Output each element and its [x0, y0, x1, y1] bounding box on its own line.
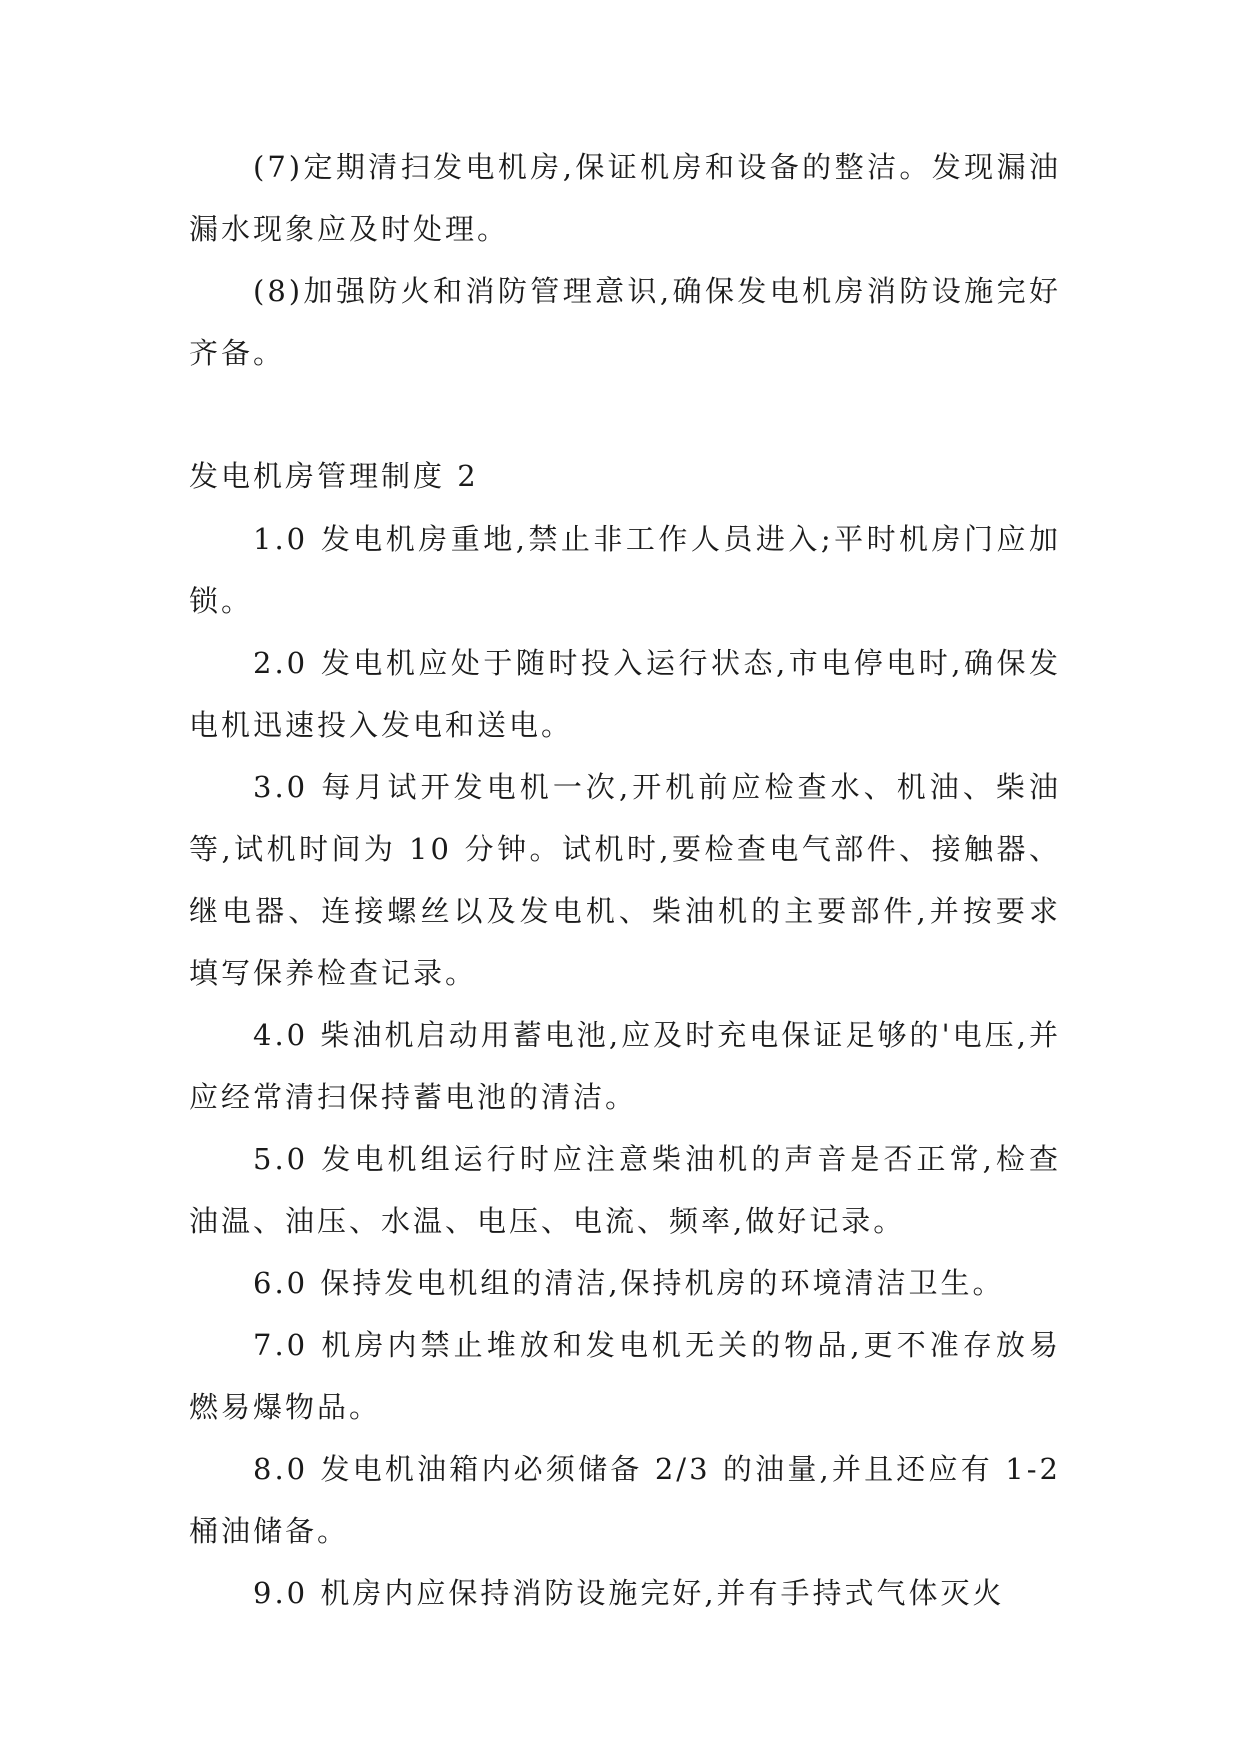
paragraph-8: (8)加强防火和消防管理意识,确保发电机房消防设施完好齐备。 [189, 274, 1061, 370]
rule-4-0: 4.0 柴油机启动用蓄电池,应及时充电保证足够的'电压,并应经常清扫保持蓄电池的清洁。 [189, 1018, 1061, 1114]
rule-6-0: 6.0 保持发电机组的清洁,保持机房的环境清洁卫生。 [253, 1266, 1005, 1300]
rule-5-0: 5.0 发电机组运行时应注意柴油机的声音是否正常,检查油温、油压、水温、电压、电流、频率,做好记录。 [189, 1142, 1061, 1238]
rule-8-0: 8.0 发电机油箱内必须储备 2/3 的油量,并且还应有 1-2 桶油储备。 [189, 1452, 1061, 1548]
rule-1-0: 1.0 发电机房重地,禁止非工作人员进入;平时机房门应加锁。 [189, 522, 1061, 618]
rule-2-0: 2.0 发电机应处于随时投入运行状态,市电停电时,确保发电机迅速投入发电和送电。 [189, 646, 1061, 742]
rule-9-0: 9.0 机房内应保持消防设施完好,并有手持式气体灭火 [253, 1576, 1005, 1610]
paragraph-7: (7)定期清扫发电机房,保证机房和设备的整洁。发现漏油漏水现象应及时处理。 [189, 150, 1061, 246]
rule-3-0: 3.0 每月试开发电机一次,开机前应检查水、机油、柴油等,试机时间为 10 分钟。试机时,要检查电气部件、接触器、继电器、连接螺丝以及发电机、柴油机的主要部件,并按要求填写保养检查记录。 [189, 770, 1061, 990]
rule-7-0: 7.0 机房内禁止堆放和发电机无关的物品,更不准存放易燃易爆物品。 [189, 1328, 1061, 1424]
section-title: 发电机房管理制度 2 [189, 459, 479, 493]
